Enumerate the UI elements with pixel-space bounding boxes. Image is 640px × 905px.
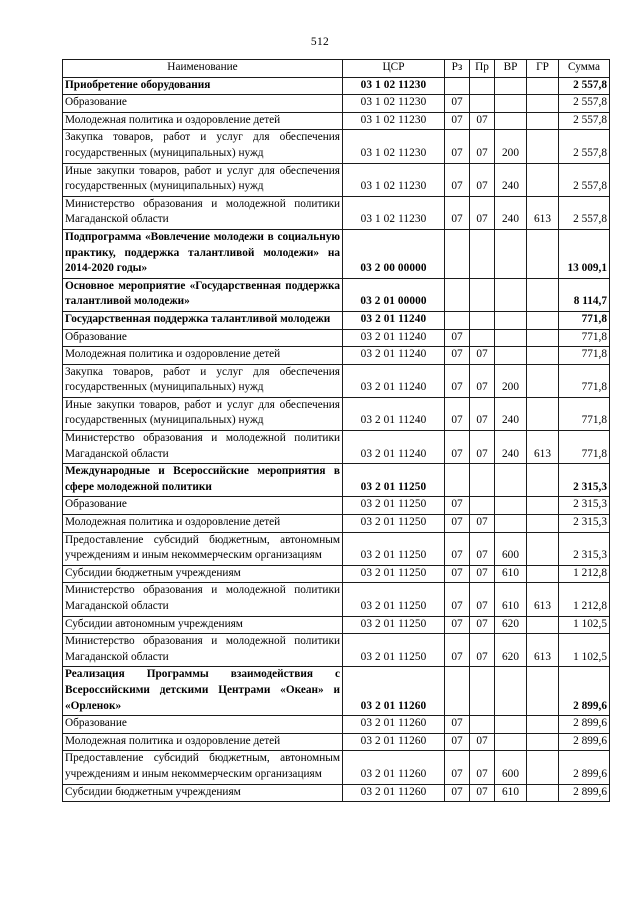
cell-gr — [527, 784, 559, 802]
cell-sum: 2 899,6 — [559, 716, 610, 734]
table-row — [63, 311, 610, 329]
cell-csr: 03 2 00 00000 — [343, 229, 445, 278]
cell-gr — [527, 733, 559, 751]
cell-name: Приобретение оборудования — [63, 77, 343, 95]
table-row — [63, 397, 610, 430]
table-header-row — [63, 60, 610, 78]
cell-name: Образование — [63, 95, 343, 113]
table-row — [63, 616, 610, 634]
cell-csr: 03 2 01 11260 — [343, 716, 445, 734]
cell-pr: 07 — [470, 130, 495, 163]
cell-vr — [495, 667, 527, 716]
cell-pr: 07 — [470, 616, 495, 634]
cell-gr — [527, 397, 559, 430]
cell-sum: 2 315,3 — [559, 532, 610, 565]
cell-vr: 240 — [495, 163, 527, 196]
cell-vr — [495, 464, 527, 497]
cell-csr: 03 2 01 11250 — [343, 583, 445, 616]
table-row — [63, 431, 610, 464]
cell-gr — [527, 515, 559, 533]
cell-name: Молодежная политика и оздоровление детей — [63, 112, 343, 130]
cell-sum: 13 009,1 — [559, 229, 610, 278]
column-header-pr: Пр — [470, 60, 495, 78]
cell-csr: 03 1 02 11230 — [343, 95, 445, 113]
table-row — [63, 532, 610, 565]
cell-sum: 771,8 — [559, 347, 610, 365]
table-row — [63, 77, 610, 95]
cell-sum: 771,8 — [559, 311, 610, 329]
cell-vr — [495, 716, 527, 734]
cell-sum: 2 557,8 — [559, 77, 610, 95]
cell-sum: 8 114,7 — [559, 278, 610, 311]
cell-gr — [527, 311, 559, 329]
cell-name: Молодежная политика и оздоровление детей — [63, 515, 343, 533]
cell-name: Иные закупки товаров, работ и услуг для обеспечения государственных (муниципальных) нужд — [63, 397, 343, 430]
cell-pr: 07 — [470, 163, 495, 196]
cell-name: Закупка товаров, работ и услуг для обеспечения государственных (муниципальных) нужд — [63, 130, 343, 163]
cell-vr — [495, 497, 527, 515]
cell-gr — [527, 565, 559, 583]
cell-gr — [527, 278, 559, 311]
cell-rz: 07 — [445, 431, 470, 464]
cell-sum: 2 557,8 — [559, 130, 610, 163]
table-row — [63, 163, 610, 196]
cell-vr: 600 — [495, 751, 527, 784]
cell-csr: 03 2 01 11250 — [343, 616, 445, 634]
table-body — [63, 77, 610, 802]
cell-csr: 03 2 01 11240 — [343, 431, 445, 464]
cell-rz: 07 — [445, 497, 470, 515]
cell-vr — [495, 112, 527, 130]
cell-name: Министерство образования и молодежной политики Магаданской области — [63, 196, 343, 229]
cell-vr — [495, 278, 527, 311]
cell-rz: 07 — [445, 130, 470, 163]
cell-pr: 07 — [470, 397, 495, 430]
cell-pr — [470, 716, 495, 734]
cell-rz: 07 — [445, 716, 470, 734]
cell-gr — [527, 464, 559, 497]
cell-csr: 03 2 01 11250 — [343, 515, 445, 533]
cell-csr: 03 1 02 11230 — [343, 77, 445, 95]
table-header — [63, 60, 610, 78]
cell-name: Основное мероприятие «Государственная поддержка талантливой молодежи» — [63, 278, 343, 311]
cell-vr: 200 — [495, 364, 527, 397]
cell-csr: 03 2 01 11240 — [343, 347, 445, 365]
cell-pr: 07 — [470, 431, 495, 464]
table-row — [63, 634, 610, 667]
cell-name: Реализация Программы взаимодействия с Всероссийскими детскими Центрами «Океан» и «Орленок» — [63, 667, 343, 716]
table-row — [63, 784, 610, 802]
cell-sum: 2 899,6 — [559, 667, 610, 716]
cell-pr — [470, 95, 495, 113]
table-row — [63, 667, 610, 716]
cell-rz — [445, 464, 470, 497]
cell-gr — [527, 130, 559, 163]
cell-pr — [470, 77, 495, 95]
cell-sum: 771,8 — [559, 397, 610, 430]
cell-sum: 2 899,6 — [559, 784, 610, 802]
cell-rz: 07 — [445, 397, 470, 430]
cell-gr — [527, 329, 559, 347]
table-row — [63, 278, 610, 311]
cell-gr — [527, 716, 559, 734]
cell-rz — [445, 667, 470, 716]
cell-rz: 07 — [445, 733, 470, 751]
cell-pr: 07 — [470, 112, 495, 130]
cell-pr: 07 — [470, 583, 495, 616]
cell-sum: 2 899,6 — [559, 751, 610, 784]
cell-csr: 03 1 02 11230 — [343, 112, 445, 130]
cell-rz: 07 — [445, 329, 470, 347]
cell-name: Министерство образования и молодежной политики Магаданской области — [63, 583, 343, 616]
page-number: 512 — [310, 36, 330, 48]
cell-gr — [527, 347, 559, 365]
cell-rz: 07 — [445, 532, 470, 565]
cell-pr: 07 — [470, 532, 495, 565]
cell-csr: 03 2 01 11250 — [343, 497, 445, 515]
cell-pr: 07 — [470, 515, 495, 533]
budget-allocation-table — [62, 59, 610, 802]
cell-vr: 610 — [495, 583, 527, 616]
cell-sum: 2 557,8 — [559, 95, 610, 113]
table-row — [63, 130, 610, 163]
cell-rz — [445, 278, 470, 311]
cell-csr: 03 1 02 11230 — [343, 163, 445, 196]
cell-pr — [470, 497, 495, 515]
cell-name: Молодежная политика и оздоровление детей — [63, 733, 343, 751]
cell-csr: 03 2 01 11260 — [343, 733, 445, 751]
cell-name: Образование — [63, 497, 343, 515]
table-row — [63, 196, 610, 229]
cell-csr: 03 2 01 11240 — [343, 311, 445, 329]
cell-rz: 07 — [445, 163, 470, 196]
cell-pr — [470, 464, 495, 497]
table-row — [63, 95, 610, 113]
cell-pr: 07 — [470, 751, 495, 784]
cell-sum: 2 315,3 — [559, 497, 610, 515]
cell-rz: 07 — [445, 95, 470, 113]
cell-vr — [495, 77, 527, 95]
cell-name: Субсидии бюджетным учреждениям — [63, 784, 343, 802]
cell-sum: 2 899,6 — [559, 733, 610, 751]
column-header-gr: ГР — [527, 60, 559, 78]
cell-sum: 771,8 — [559, 329, 610, 347]
cell-gr — [527, 751, 559, 784]
cell-gr — [527, 112, 559, 130]
cell-sum: 771,8 — [559, 431, 610, 464]
cell-sum: 2 315,3 — [559, 464, 610, 497]
cell-gr: 613 — [527, 431, 559, 464]
cell-name: Субсидии бюджетным учреждениям — [63, 565, 343, 583]
cell-gr — [527, 497, 559, 515]
cell-vr — [495, 95, 527, 113]
cell-rz: 07 — [445, 751, 470, 784]
cell-rz: 07 — [445, 583, 470, 616]
table-row — [63, 565, 610, 583]
cell-csr: 03 2 01 11240 — [343, 329, 445, 347]
cell-csr: 03 2 01 11250 — [343, 565, 445, 583]
column-header-sum: Сумма — [559, 60, 610, 78]
column-header-rz: Рз — [445, 60, 470, 78]
cell-name: Молодежная политика и оздоровление детей — [63, 347, 343, 365]
cell-csr: 03 2 01 11250 — [343, 532, 445, 565]
cell-csr: 03 2 01 11240 — [343, 364, 445, 397]
cell-gr — [527, 532, 559, 565]
cell-vr — [495, 311, 527, 329]
cell-vr: 600 — [495, 532, 527, 565]
cell-rz: 07 — [445, 112, 470, 130]
cell-pr: 07 — [470, 364, 495, 397]
cell-pr — [470, 329, 495, 347]
cell-csr: 03 2 01 11250 — [343, 464, 445, 497]
cell-csr: 03 2 01 11260 — [343, 751, 445, 784]
cell-name: Государственная поддержка талантливой молодежи — [63, 311, 343, 329]
column-header-name: Наименование — [63, 60, 343, 78]
cell-vr — [495, 515, 527, 533]
cell-name: Министерство образования и молодежной политики Магаданской области — [63, 431, 343, 464]
cell-pr: 07 — [470, 196, 495, 229]
cell-gr — [527, 163, 559, 196]
cell-name: Подпрограмма «Вовлечение молодежи в социальную практику, поддержка талантливой молодежи» на 2014-2020 годы» — [63, 229, 343, 278]
table-row — [63, 329, 610, 347]
table-row — [63, 716, 610, 734]
cell-gr — [527, 229, 559, 278]
cell-name: Предоставление субсидий бюджетным, автономным учреждениям и иным некоммерческим организациям — [63, 532, 343, 565]
table-row — [63, 464, 610, 497]
cell-name: Международные и Всероссийские мероприятия в сфере молодежной политики — [63, 464, 343, 497]
cell-name: Предоставление субсидий бюджетным, автономным учреждениям и иным некоммерческим организациям — [63, 751, 343, 784]
table-row — [63, 733, 610, 751]
cell-name: Закупка товаров, работ и услуг для обеспечения государственных (муниципальных) нужд — [63, 364, 343, 397]
cell-sum: 2 557,8 — [559, 196, 610, 229]
cell-vr: 620 — [495, 616, 527, 634]
cell-pr — [470, 229, 495, 278]
cell-rz: 07 — [445, 347, 470, 365]
cell-rz — [445, 311, 470, 329]
cell-pr — [470, 311, 495, 329]
cell-csr: 03 2 01 11260 — [343, 667, 445, 716]
cell-vr: 200 — [495, 130, 527, 163]
column-header-csr: ЦСР — [343, 60, 445, 78]
table-row — [63, 751, 610, 784]
cell-pr: 07 — [470, 733, 495, 751]
cell-name: Субсидии автономным учреждениям — [63, 616, 343, 634]
cell-rz: 07 — [445, 196, 470, 229]
cell-rz: 07 — [445, 515, 470, 533]
cell-vr — [495, 347, 527, 365]
cell-sum: 2 557,8 — [559, 163, 610, 196]
cell-name: Образование — [63, 716, 343, 734]
cell-name: Образование — [63, 329, 343, 347]
cell-name: Министерство образования и молодежной политики Магаданской области — [63, 634, 343, 667]
cell-csr: 03 1 02 11230 — [343, 196, 445, 229]
cell-vr — [495, 733, 527, 751]
table-row — [63, 497, 610, 515]
cell-sum: 1 102,5 — [559, 616, 610, 634]
cell-gr — [527, 364, 559, 397]
cell-csr: 03 2 01 11250 — [343, 634, 445, 667]
cell-rz: 07 — [445, 784, 470, 802]
cell-sum: 1 212,8 — [559, 583, 610, 616]
cell-vr: 610 — [495, 784, 527, 802]
cell-sum: 771,8 — [559, 364, 610, 397]
cell-gr — [527, 95, 559, 113]
cell-gr: 613 — [527, 583, 559, 616]
cell-csr: 03 2 01 00000 — [343, 278, 445, 311]
table-row — [63, 229, 610, 278]
cell-rz: 07 — [445, 364, 470, 397]
cell-gr — [527, 616, 559, 634]
cell-rz: 07 — [445, 565, 470, 583]
cell-vr — [495, 229, 527, 278]
table-row — [63, 583, 610, 616]
table-row — [63, 364, 610, 397]
cell-rz — [445, 77, 470, 95]
cell-gr: 613 — [527, 634, 559, 667]
cell-vr: 240 — [495, 397, 527, 430]
cell-sum: 1 212,8 — [559, 565, 610, 583]
cell-pr: 07 — [470, 634, 495, 667]
table-row — [63, 112, 610, 130]
cell-vr: 240 — [495, 431, 527, 464]
cell-rz: 07 — [445, 634, 470, 667]
cell-csr: 03 1 02 11230 — [343, 130, 445, 163]
cell-rz: 07 — [445, 616, 470, 634]
cell-pr: 07 — [470, 565, 495, 583]
cell-sum: 1 102,5 — [559, 634, 610, 667]
cell-csr: 03 2 01 11240 — [343, 397, 445, 430]
table-row — [63, 347, 610, 365]
cell-name: Иные закупки товаров, работ и услуг для обеспечения государственных (муниципальных) нужд — [63, 163, 343, 196]
cell-pr — [470, 667, 495, 716]
cell-csr: 03 2 01 11260 — [343, 784, 445, 802]
table-row — [63, 515, 610, 533]
column-header-vr: ВР — [495, 60, 527, 78]
cell-gr — [527, 77, 559, 95]
cell-vr — [495, 329, 527, 347]
cell-pr — [470, 278, 495, 311]
cell-gr: 613 — [527, 196, 559, 229]
cell-vr: 240 — [495, 196, 527, 229]
cell-vr: 610 — [495, 565, 527, 583]
cell-pr: 07 — [470, 784, 495, 802]
cell-gr — [527, 667, 559, 716]
cell-vr: 620 — [495, 634, 527, 667]
cell-pr: 07 — [470, 347, 495, 365]
cell-rz — [445, 229, 470, 278]
cell-sum: 2 557,8 — [559, 112, 610, 130]
cell-sum: 2 315,3 — [559, 515, 610, 533]
